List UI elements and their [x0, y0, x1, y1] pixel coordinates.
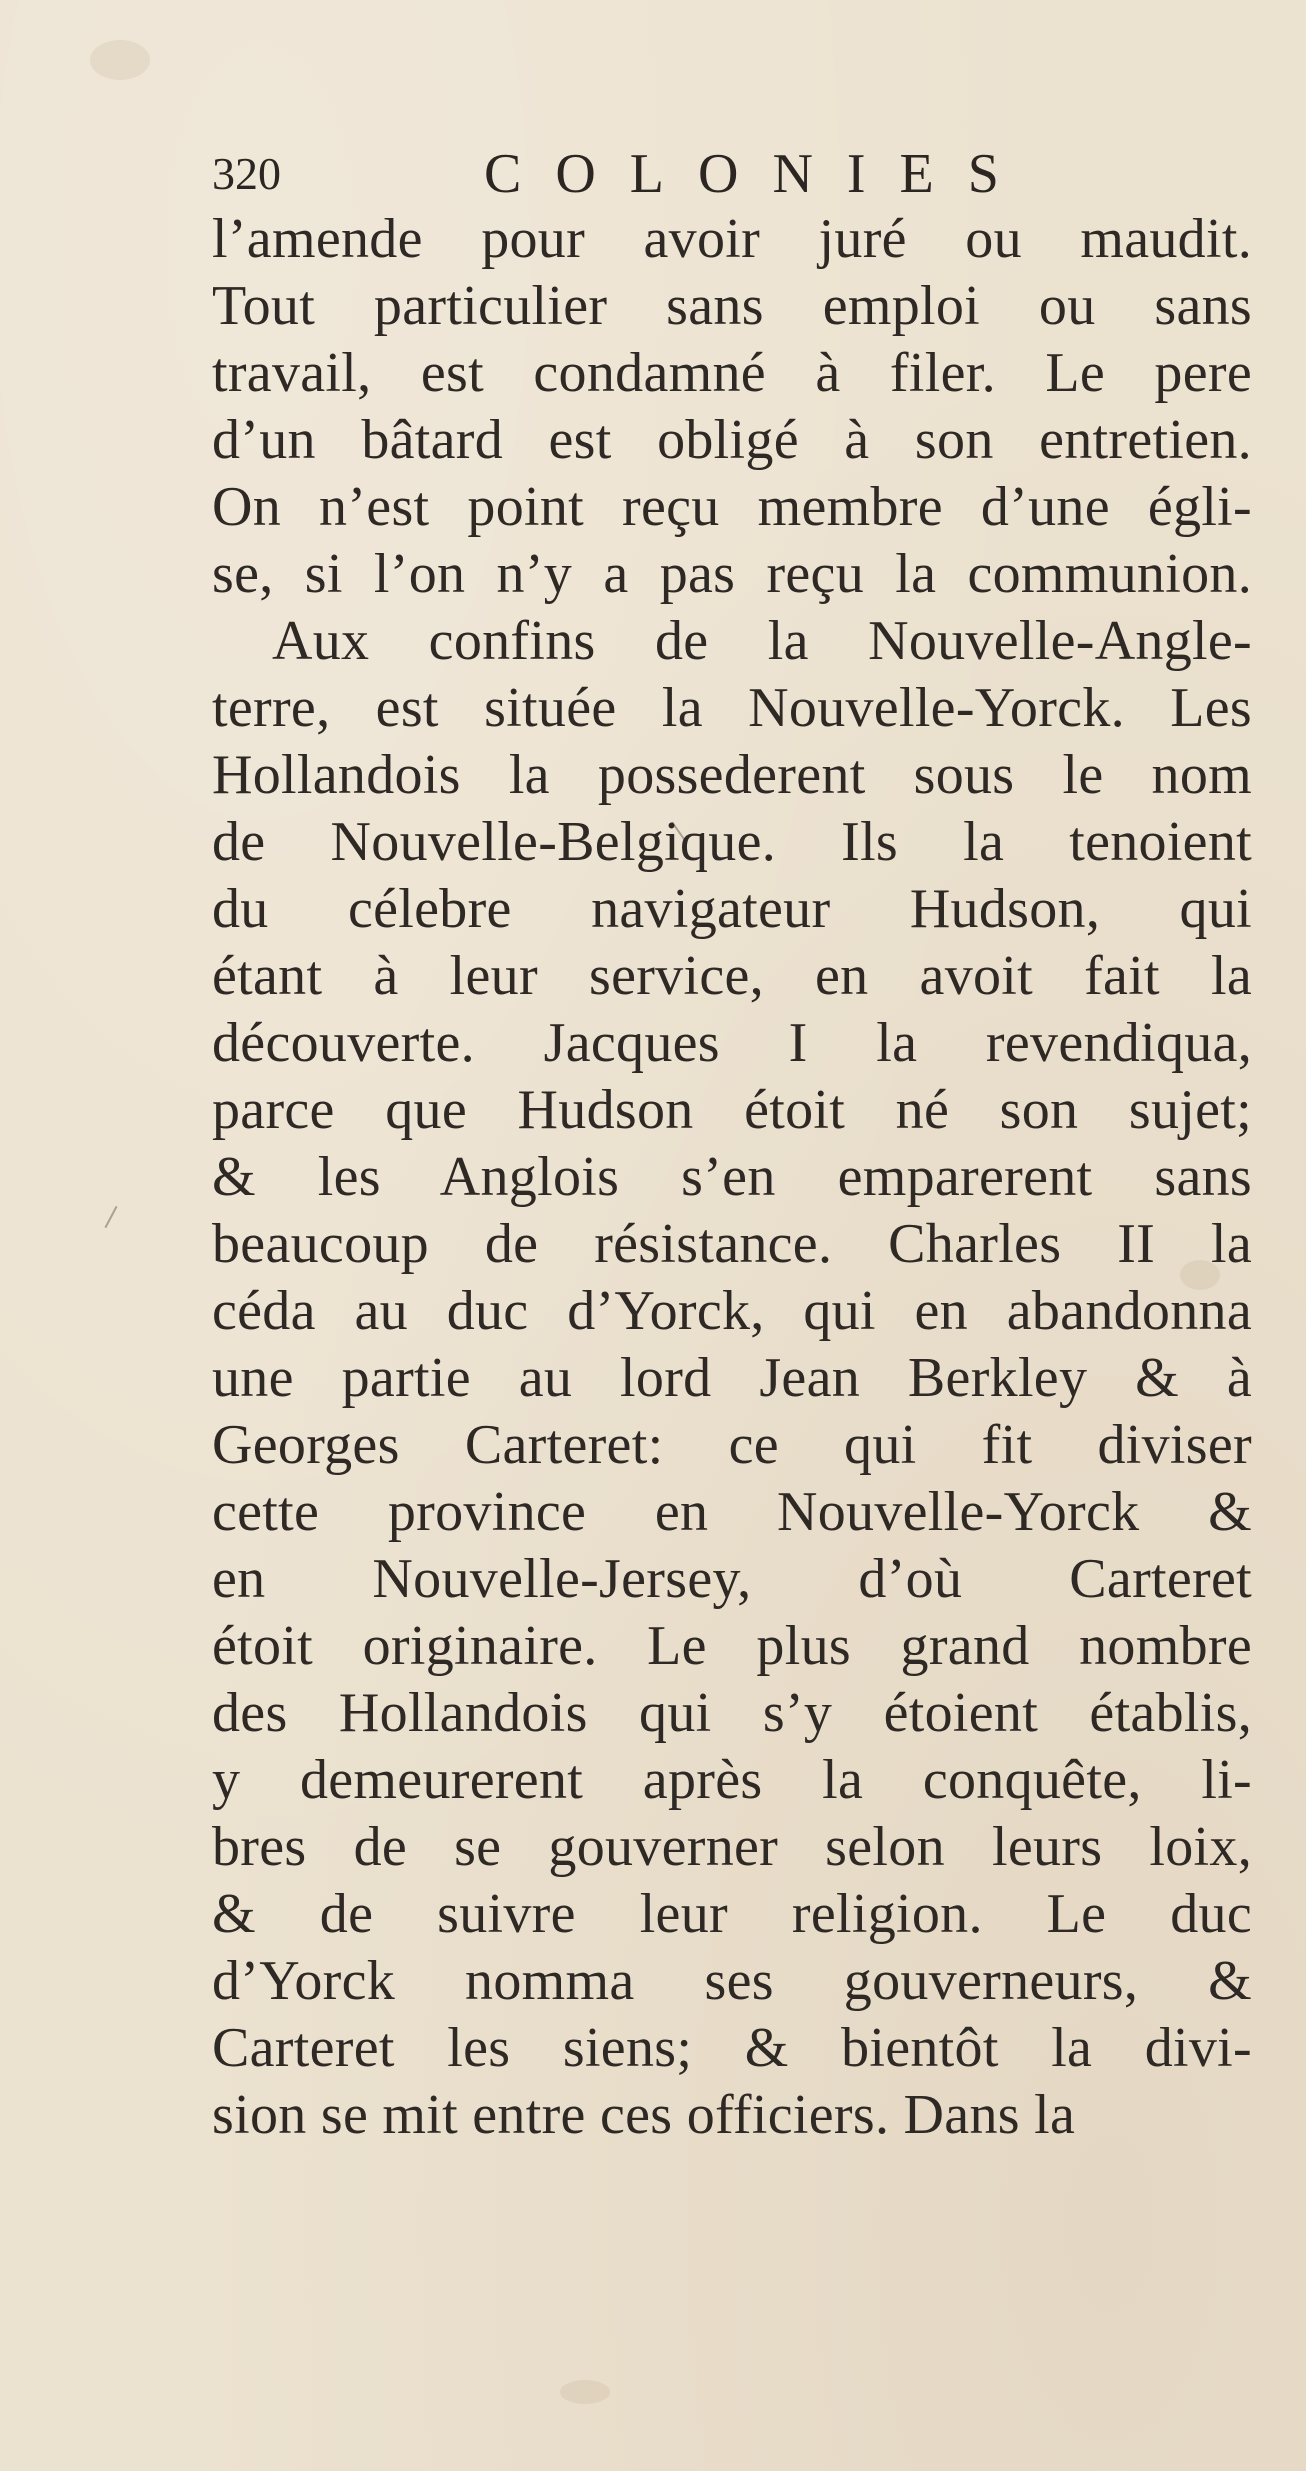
page-number: 320 [212, 148, 281, 199]
text-line: Aux confins de la Nouvelle-Angle- [272, 610, 1252, 672]
text-line: terre, est située la Nouvelle-Yorck. Les [212, 677, 1252, 739]
text-line: se, si l’on n’y a pas reçu la communion. [212, 543, 1252, 605]
text-line: bres de se gouverner selon leurs loix, [212, 1816, 1252, 1878]
text-line: l’amende pour avoir juré ou maudit. [212, 208, 1252, 270]
pencil-mark [104, 1206, 117, 1228]
text-line: cette province en Nouvelle-Yorck & [212, 1481, 1252, 1543]
text-line: céda au duc d’Yorck, qui en abandonna [212, 1280, 1252, 1342]
text-line: y demeurerent après la conquête, li- [212, 1749, 1252, 1811]
text-line: travail, est condamné à filer. Le pere [212, 342, 1252, 404]
text-line: & les Anglois s’en emparerent sans [212, 1146, 1252, 1208]
text-line: des Hollandois qui s’y étoient établis, [212, 1682, 1252, 1744]
running-header [212, 142, 1112, 206]
text-line: Hollandois la possederent sous le nom [212, 744, 1252, 806]
text-line: d’un bâtard est obligé à son entretien. [212, 409, 1252, 471]
paper-stain [90, 40, 150, 80]
text-line: sion se mit entre ces officiers. Dans la [212, 2084, 1076, 2146]
text-line: & de suivre leur religion. Le duc [212, 1883, 1252, 1945]
paper-stain [560, 2380, 610, 2404]
text-line: beaucoup de résistance. Charles II la [212, 1213, 1252, 1275]
text-line: de Nouvelle-Belgique. Ils la tenoient [212, 811, 1252, 873]
text-line: Carteret les siens; & bientôt la divi- [212, 2017, 1252, 2079]
running-title: COLONIES [484, 143, 1033, 205]
body-text [212, 206, 1252, 2149]
text-line: On n’est point reçu membre d’une égli- [212, 476, 1252, 538]
text-line: étant à leur service, en avoit fait la [212, 945, 1252, 1007]
text-line: Tout particulier sans emploi ou sans [212, 275, 1252, 337]
text-line: en Nouvelle-Jersey, d’où Carteret [212, 1548, 1252, 1610]
text-line: parce que Hudson étoit né son sujet; [212, 1079, 1252, 1141]
text-line: du célebre navigateur Hudson, qui [212, 878, 1252, 940]
text-line: d’Yorck nomma ses gouverneurs, & [212, 1950, 1252, 2012]
text-line: étoit originaire. Le plus grand nombre [212, 1615, 1252, 1677]
text-line: une partie au lord Jean Berkley & à [212, 1347, 1252, 1409]
text-line: Georges Carteret: ce qui fit diviser [212, 1414, 1252, 1476]
text-line: découverte. Jacques I la revendiqua, [212, 1012, 1252, 1074]
